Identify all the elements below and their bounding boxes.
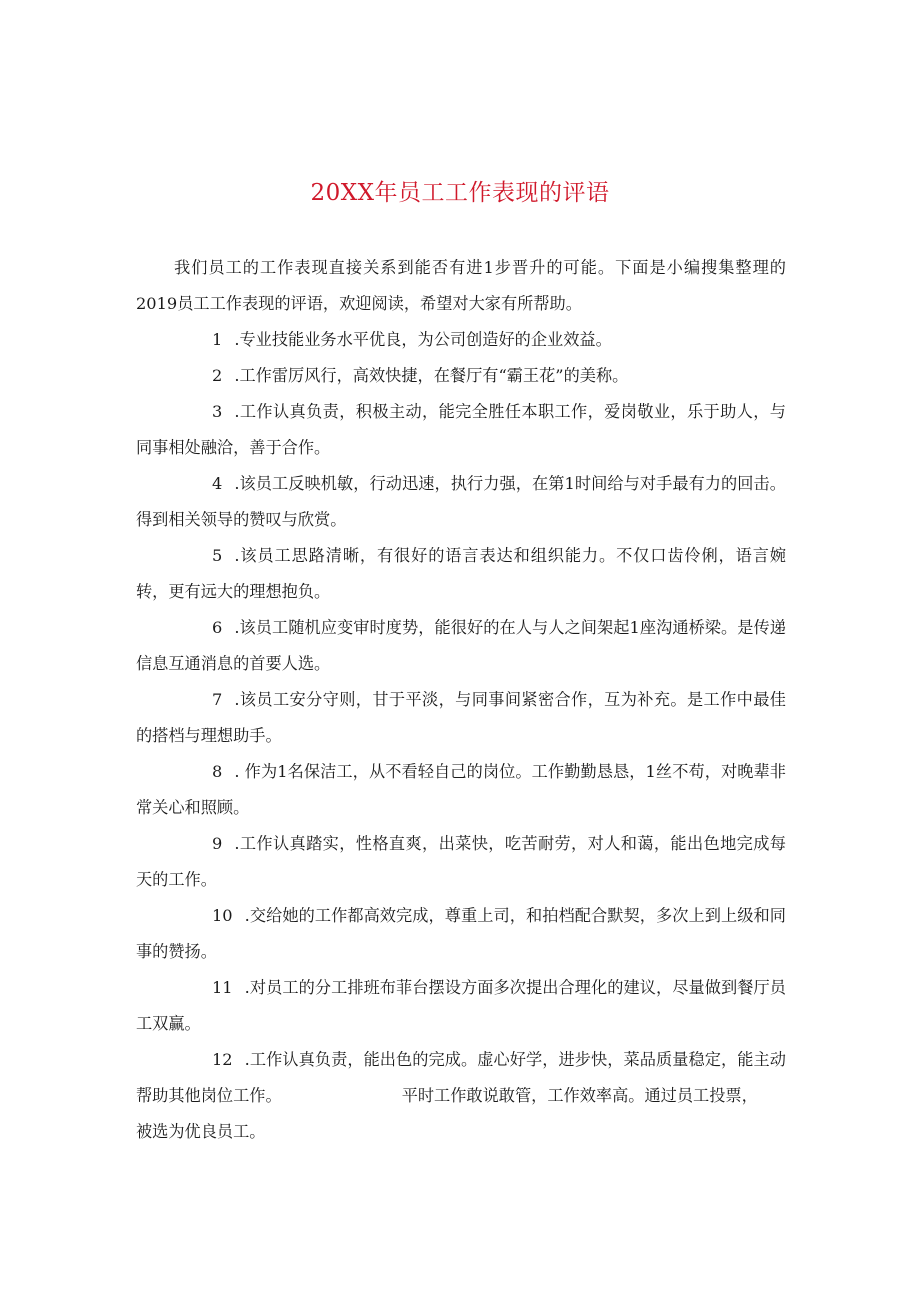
item-text: . 作为1名保洁工，从不看轻自己的岗位。工作勤勤恳恳，1丝不苟，对晚辈非常关心和照顾。 bbox=[136, 762, 786, 817]
item-text: .工作认真踏实，性格直爽，出菜快，吃苦耐劳，对人和蔼，能出色地完成每天的工作。 bbox=[136, 834, 786, 889]
item-text: .对员工的分工排班布菲台摆设方面多次提出合理化的建议，尽量做到餐厅员工双赢。 bbox=[136, 978, 786, 1033]
item-number: 4 bbox=[212, 474, 223, 493]
item-text: .该员工随机应变审时度势，能很好的在人与人之间架起1座沟通桥梁。是传递信息互通消息的首要人选。 bbox=[136, 618, 786, 673]
list-item bbox=[136, 970, 786, 1042]
list-item bbox=[136, 898, 786, 970]
item-number: 10 bbox=[212, 906, 233, 925]
list-item bbox=[136, 826, 786, 898]
document-body bbox=[136, 250, 786, 1150]
item-number: 7 bbox=[212, 690, 223, 709]
item-text: .工作认真负责，积极主动，能完全胜任本职工作，爱岗敬业，乐于助人，与同事相处融洽，善于合作。 bbox=[136, 402, 786, 457]
list-item bbox=[136, 538, 786, 610]
item-text: .该员工反映机敏，行动迅速，执行力强，在第1时间给与对手最有力的回击。得到相关领导的赞叹与欣赏。 bbox=[136, 474, 786, 529]
item-text: .工作雷厉风行，高效快捷，在餐厅有“霸王花”的美称。 bbox=[234, 366, 629, 385]
item-text: .专业技能业务水平优良，为公司创造好的企业效益。 bbox=[234, 330, 612, 349]
item-number: 5 bbox=[212, 546, 223, 565]
item-number: 1 bbox=[212, 330, 223, 349]
item-text: .工作认真负责，能出色的完成。虚心好学，进步快，菜品质量稳定，能主动帮助其他岗位工作。 bbox=[136, 1050, 786, 1105]
item-text: .该员工思路清晰，有很好的语言表达和组织能力。不仅口齿伶俐，语言婉转，更有远大的理想抱负。 bbox=[136, 546, 786, 601]
list-item-12 bbox=[136, 1042, 786, 1114]
list-item bbox=[136, 394, 786, 466]
item-text: .该员工安分守则，甘于平淡，与同事间紧密合作，互为补充。是工作中最佳的搭档与理想助手。 bbox=[136, 690, 786, 745]
item-text-continued: 平时工作敢说敢管，工作效率高。通过员工投票， bbox=[401, 1086, 758, 1105]
list-item bbox=[136, 358, 786, 394]
list-item bbox=[136, 754, 786, 826]
item-number: 6 bbox=[212, 618, 223, 637]
item-number: 2 bbox=[212, 366, 223, 385]
intro-paragraph: 我们员工的工作表现直接关系到能否有进1步晋升的可能。下面是小编搜集整理的2019员工工作表现的评语，欢迎阅读，希望对大家有所帮助。 bbox=[136, 258, 786, 313]
item-number: 9 bbox=[212, 834, 223, 853]
item-text: .交给她的工作都高效完成，尊重上司，和拍档配合默契，多次上到上级和同事的赞扬。 bbox=[136, 906, 786, 961]
item-12-last-line: 被选为优良员工。 bbox=[136, 1122, 266, 1141]
item-number: 11 bbox=[212, 978, 233, 997]
list-item bbox=[136, 466, 786, 538]
item-number: 8 bbox=[212, 762, 223, 781]
list-item bbox=[136, 610, 786, 682]
document-title: 20XX年员工工作表现的评语 bbox=[310, 180, 610, 206]
list-item bbox=[136, 682, 786, 754]
item-number: 3 bbox=[212, 402, 223, 421]
item-number: 12 bbox=[212, 1050, 233, 1069]
list-item bbox=[136, 322, 786, 358]
